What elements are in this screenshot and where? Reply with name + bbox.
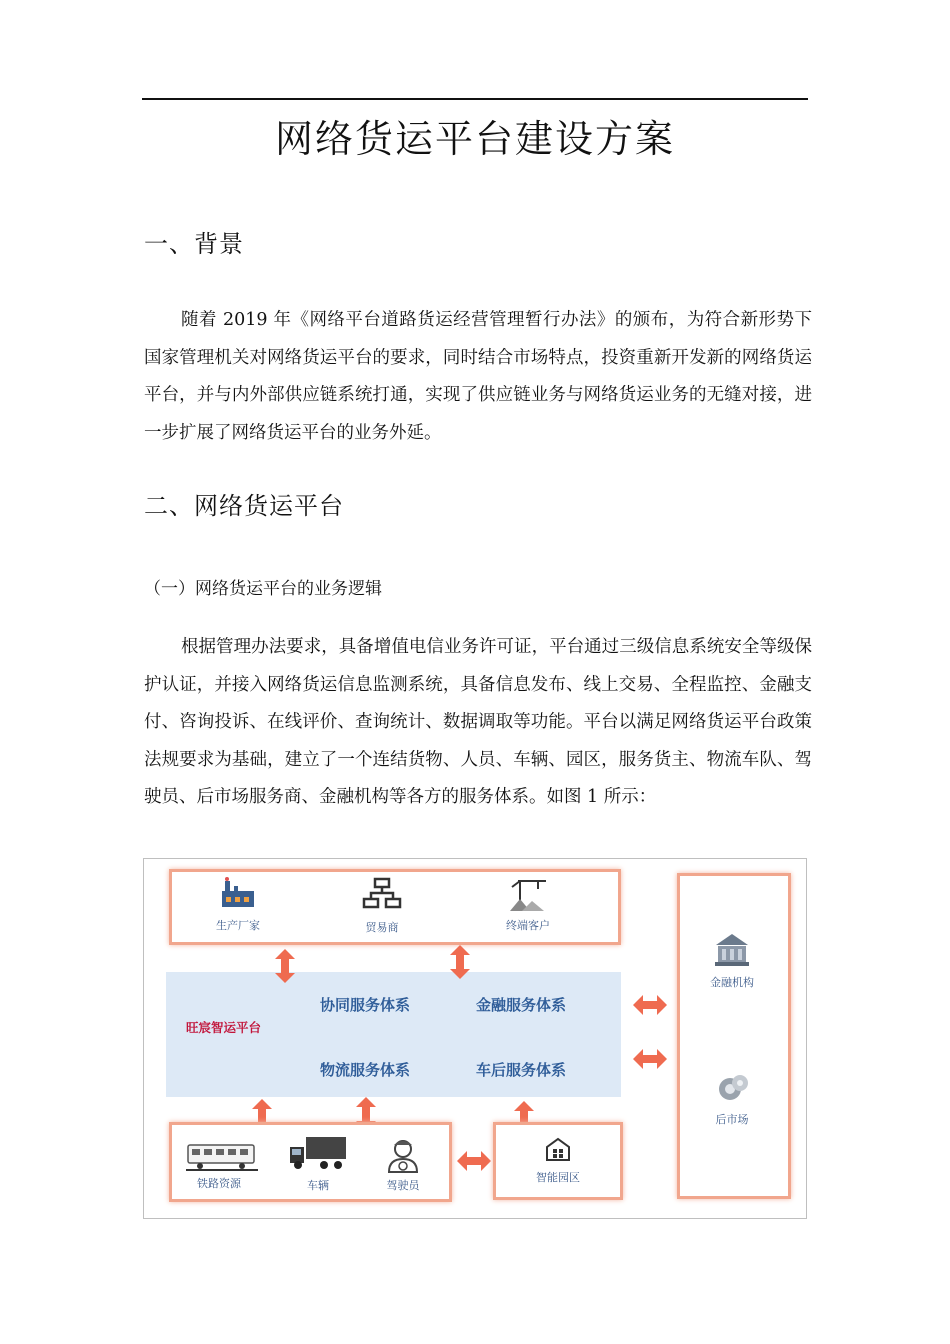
arrow-right-finance — [633, 995, 667, 1015]
logistics-service-system: 物流服务体系 — [320, 1061, 411, 1079]
financial-institution-label: 金融机构 — [710, 976, 754, 989]
construction-crane-icon — [508, 877, 548, 913]
bank-icon — [712, 931, 752, 969]
org-chart-icon — [362, 877, 402, 909]
truck-icon — [288, 1133, 348, 1171]
platform-name: 旺宸智运平台 — [186, 1020, 262, 1035]
smart-park-box — [493, 1122, 623, 1200]
driver-icon — [386, 1137, 420, 1173]
railway-resources-label: 铁路资源 — [197, 1177, 241, 1190]
collaboration-service-system: 协同服务体系 — [320, 996, 411, 1014]
finance-service-system: 金融服务体系 — [476, 996, 567, 1014]
trader-label: 贸易商 — [365, 921, 399, 934]
subsection1-paragraph: 根据管理办法要求，具备增值电信业务许可证，平台通过三级信息系统安全等级保护认证，并接入网络货运信息监测系统，具备信息发布、线上交易、全程监控、金融支付、咨询投诉、在线评价、查询统计、数据调取等功能。平台以满足网络货运平台政策法规要求为基础，建立了一个连结货物、人员、车辆、园区，服务货主、物流车队、驾驶员、后市场服务商、金融机构等各方的服务体系。如图 1 所示： — [144, 637, 812, 807]
train-icon — [186, 1141, 258, 1171]
end-customer-label: 终端客户 — [506, 919, 550, 932]
tire-service-icon — [716, 1071, 750, 1105]
aftermarket-label: 后市场 — [715, 1113, 749, 1126]
business-logic-figure — [143, 858, 807, 1219]
subsection1-heading: （一）网络货运平台的业务逻辑 — [144, 579, 382, 599]
section1-heading: 一、背景 — [144, 230, 244, 258]
arrow-top-right — [450, 945, 470, 979]
vehicle-label: 车辆 — [307, 1179, 329, 1192]
arrow-top-left — [275, 949, 295, 983]
top-rule — [142, 98, 808, 100]
smart-park-label: 智能园区 — [536, 1171, 580, 1184]
arrow-park-link — [457, 1151, 491, 1171]
driver-label: 驾驶员 — [386, 1179, 420, 1192]
arrow-right-aftermarket — [633, 1049, 667, 1069]
manufacturer-label: 生产厂家 — [216, 919, 260, 932]
building-icon — [545, 1137, 571, 1161]
factory-icon — [220, 877, 256, 909]
section1-paragraph: 随着 2019 年《网络平台道路货运经营管理暂行办法》的颁布，为符合新形势下国家管理机关对网络货运平台的要求，同时结合市场特点，投资重新开发新的网络货运平台，并与内外部供应链系统打通，实现了供应链业务与网络货运业务的无缝对接，进一步扩展了网络货运平台的业务外延。 — [144, 310, 812, 443]
document-title: 网络货运平台建设方案 — [274, 117, 675, 161]
section2-heading: 二、网络货运平台 — [144, 492, 344, 520]
after-sales-service-system: 车后服务体系 — [476, 1061, 567, 1079]
right-partners-box — [677, 873, 791, 1199]
